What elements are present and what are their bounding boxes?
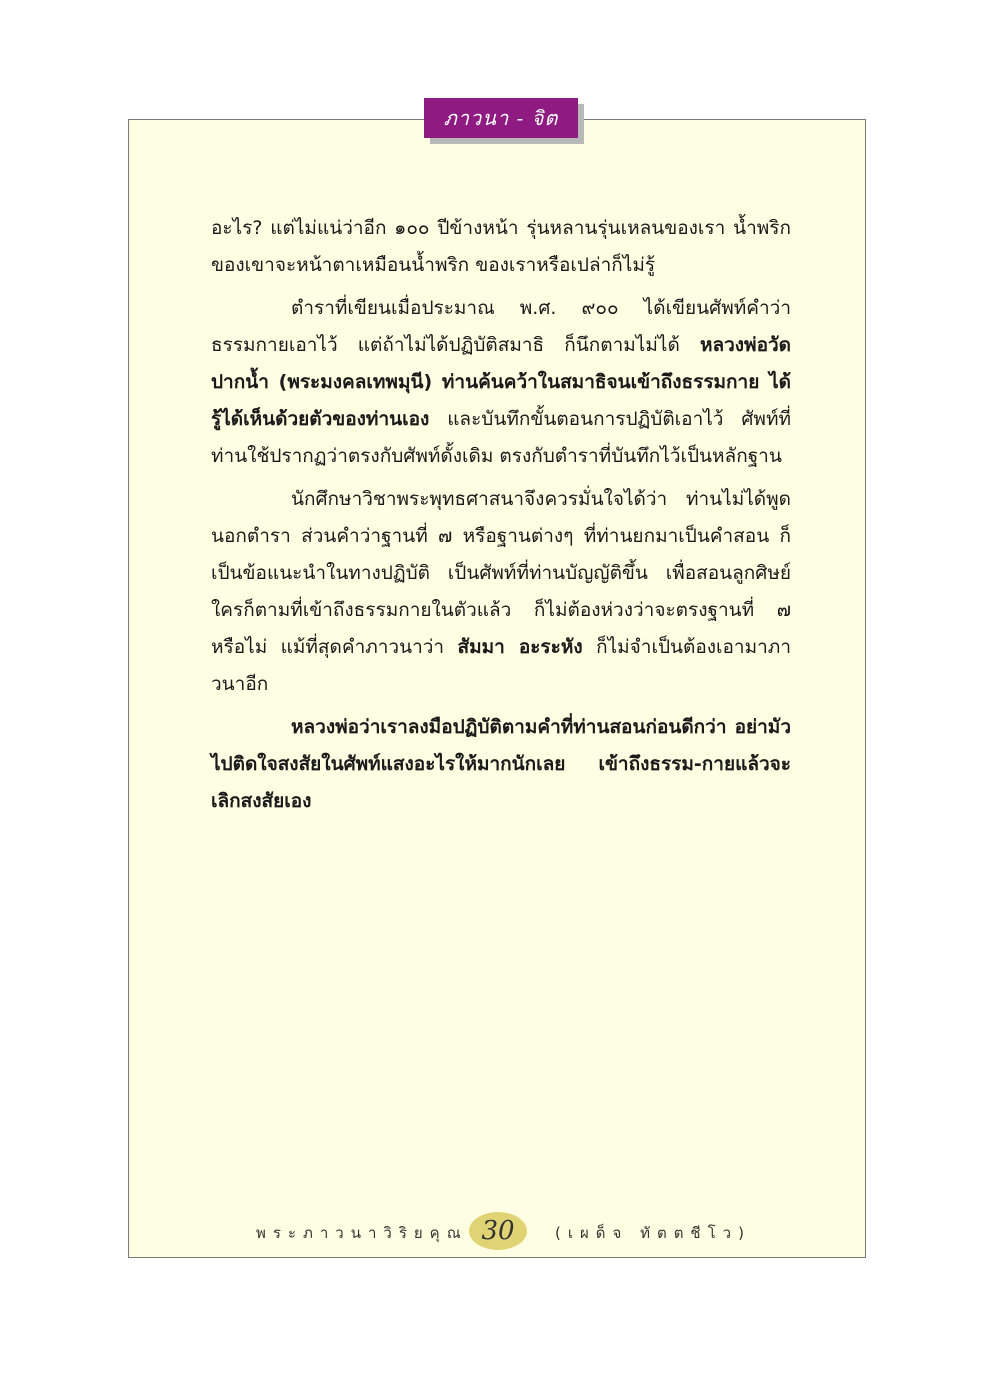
paragraph-3-text-end: ก็ไม่จำเป็นต้องเอามาภาวนาอีก: [211, 636, 791, 695]
paragraph-1: [211, 210, 791, 284]
footer-author: พระภาวนาวิริยคุณ: [256, 1224, 468, 1242]
chapter-header-label: ภาวนา - จิต: [443, 106, 559, 130]
main-text: [211, 210, 791, 820]
paragraph-3-text: นักศึกษาวิชาพระพุทธศาสนาจึงควรมั่นใจได้ว่า ท่านไม่ได้พูดนอกตำรา ส่วนคำว่าฐานที่ ๗ หรือฐานต่างๆ ที่ท่านยกมาเป็นคำสอน ก็เป็นข้อแนะนำในทางปฏิบัติ เป็นศัพท์ที่ท่านบัญญัติขึ้น เพื่อสอนลูกศิษย์ ใครก็ตามที่เข้าถึงธรรมกายในตัวแล้ว ก็ไม่ต้องห่วงว่าจะตรงฐานที่ ๗ หรือไม่ แม้ที่สุดคำภาวนาว่า: [211, 488, 791, 658]
paragraph-4-bold: หลวงพ่อว่าเราลงมือปฏิบัติตามคำที่ท่านสอนก่อนดีกว่า อย่ามัวไปติดใจสงสัยในศัพท์แสงอะไรให้มากนักเลย เข้าถึงธรรม-กายแล้วจะเลิกสงสัยเอง: [211, 716, 791, 812]
page-number-badge: [469, 1212, 527, 1250]
chapter-header-tab: [424, 98, 578, 138]
paragraph-4: [211, 709, 791, 820]
paragraph-2-text-end: และบันทึกขั้นตอนการปฏิบัติเอาไว้ ศัพท์ที่ท่านใช้ปรากฏว่าตรงกับศัพท์ดั้งเดิม ตรงกับตำราที่บันทึกไว้เป็นหลักฐาน: [211, 408, 791, 467]
paragraph-1-text: อะไร? แต่ไม่แน่ว่าอีก ๑๐๐ ปีข้างหน้า รุ่นหลานรุ่นเหลนของเรา น้ำพริกของเขาจะหน้าตาเหมือนน้ำพริก ของเราหรือเปล่าก็ไม่รู้: [211, 217, 791, 276]
paragraph-2: [211, 290, 791, 475]
page-number: 30: [481, 1216, 515, 1246]
paragraph-3: [211, 481, 791, 703]
paragraph-2-bold: หลวงพ่อวัดปากน้ำ (พระมงคลเทพมุนี) ท่านค้นคว้าในสมาธิจนเข้าถึงธรรมกาย ได้รู้ได้เห็นด้วยตัวของท่านเอง: [211, 334, 791, 430]
page-footer: [128, 1212, 866, 1252]
paragraph-3-bold: สัมมา อะระหัง: [457, 636, 583, 658]
footer-author-name: (เผด็จ ทัตตชีโว): [555, 1224, 751, 1242]
paragraph-2-text: ตำราที่เขียนเมื่อประมาณ พ.ศ. ๙๐๐ ได้เขียนศัพท์คำว่า ธรรมกายเอาไว้ แต่ถ้าไม่ได้ปฏิบัติสมาธิ ก็นึกตามไม่ได้: [211, 297, 791, 356]
